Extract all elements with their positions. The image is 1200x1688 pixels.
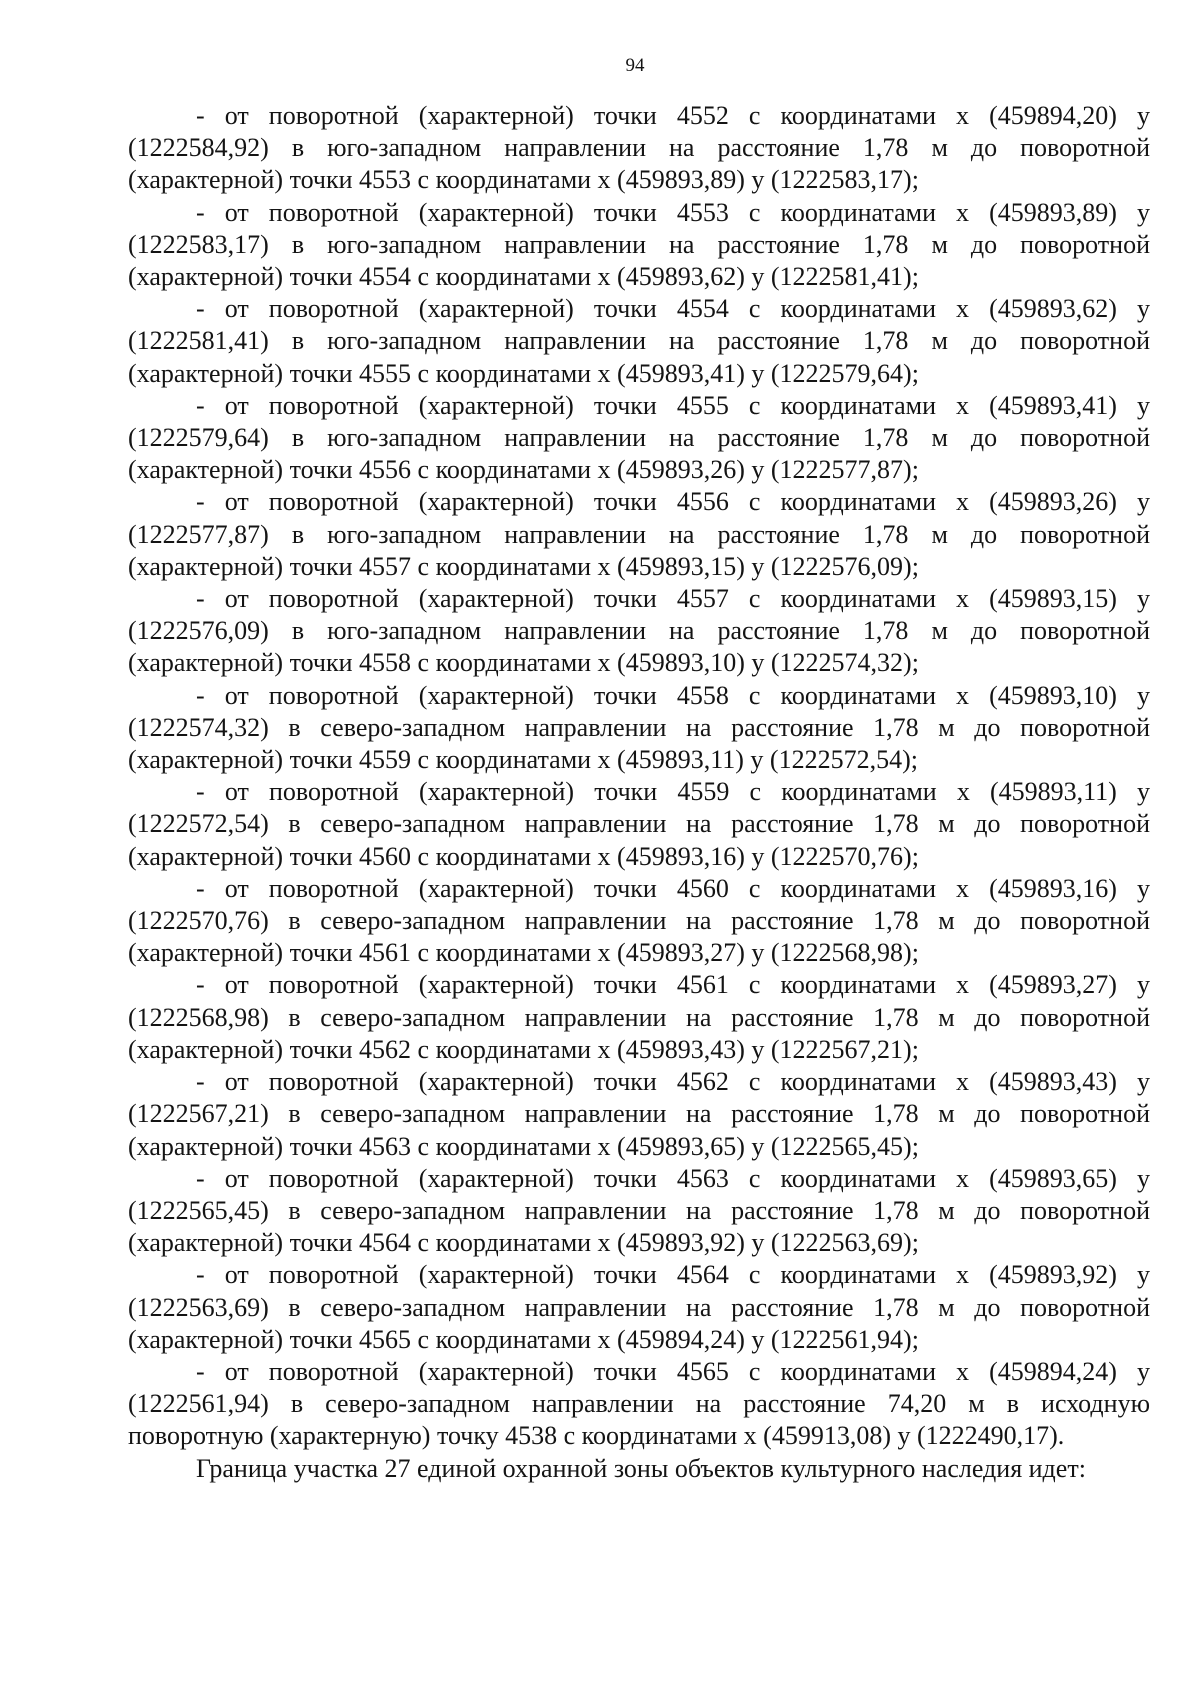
page-number: 94	[625, 55, 645, 76]
paragraph-boundary-section-27: Граница участка 27 единой охранной зоны объектов культурного наследия идет:	[196, 1453, 1086, 1483]
document-body	[128, 100, 1150, 1485]
paragraph-point-4560: - от поворотной (характерной) точки 4560 с координатами х (459893,16) у (1222570,76) в северо-западном направлении на расстояние 1,78 м до поворотной (характерной) точки 4561 с координатами х (459893,27) у (1222568,98);	[128, 873, 1150, 968]
paragraph-point-4558: - от поворотной (характерной) точки 4558 с координатами х (459893,10) у (1222574,32) в северо-западном направлении на расстояние 1,78 м до поворотной (характерной) точки 4559 с координатами х (459893,11) у (1222572,54);	[128, 680, 1150, 775]
paragraph-point-4565: - от поворотной (характерной) точки 4565 с координатами х (459894,24) у (1222561,94) в северо-западном направлении на расстояние 74,20 м в исходную поворотную (характерную) точку 4538 с координатами х (459913,08) у (1222490,17).	[128, 1356, 1150, 1451]
paragraph-point-4562: - от поворотной (характерной) точки 4562 с координатами х (459893,43) у (1222567,21) в северо-западном направлении на расстояние 1,78 м до поворотной (характерной) точки 4563 с координатами х (459893,65) у (1222565,45);	[128, 1067, 1150, 1161]
paragraph-point-4555: - от поворотной (характерной) точки 4555 с координатами х (459893,41) у (1222579,64) в юго-западном направлении на расстояние 1,78 м до поворотной (характерной) точки 4556 с координатами х (459893,26) у (1222577,87);	[128, 390, 1150, 485]
paragraph-point-4556: - от поворотной (характерной) точки 4556 с координатами х (459893,26) у (1222577,87) в юго-западном направлении на расстояние 1,78 м до поворотной (характерной) точки 4557 с координатами х (459893,15) у (1222576,09);	[128, 487, 1150, 581]
paragraph-point-4554: - от поворотной (характерной) точки 4554 с координатами х (459893,62) у (1222581,41) в юго-западном направлении на расстояние 1,78 м до поворотной (характерной) точки 4555 с координатами х (459893,41) у (1222579,64);	[128, 294, 1150, 388]
paragraph-point-4553: - от поворотной (характерной) точки 4553 с координатами х (459893,89) у (1222583,17) в юго-западном направлении на расстояние 1,78 м до поворотной (характерной) точки 4554 с координатами х (459893,62) у (1222581,41);	[128, 197, 1150, 292]
paragraph-point-4563: - от поворотной (характерной) точки 4563 с координатами х (459893,65) у (1222565,45) в северо-западном направлении на расстояние 1,78 м до поворотной (характерной) точки 4564 с координатами х (459893,92) у (1222563,69);	[128, 1163, 1150, 1258]
paragraph-point-4559: - от поворотной (характерной) точки 4559 с координатами х (459893,11) у (1222572,54) в северо-западном направлении на расстояние 1,78 м до поворотной (характерной) точки 4560 с координатами х (459893,16) у (1222570,76);	[128, 777, 1150, 871]
paragraph-point-4557: - от поворотной (характерной) точки 4557 с координатами х (459893,15) у (1222576,09) в юго-западном направлении на расстояние 1,78 м до поворотной (характерной) точки 4558 с координатами х (459893,10) у (1222574,32);	[128, 584, 1150, 678]
paragraph-point-4564: - от поворотной (характерной) точки 4564 с координатами х (459893,92) у (1222563,69) в северо-западном направлении на расстояние 1,78 м до поворотной (характерной) точки 4565 с координатами х (459894,24) у (1222561,94);	[128, 1260, 1150, 1354]
paragraph-point-4561: - от поворотной (характерной) точки 4561 с координатами х (459893,27) у (1222568,98) в северо-западном направлении на расстояние 1,78 м до поворотной (характерной) точки 4562 с координатами х (459893,43) у (1222567,21);	[128, 970, 1150, 1064]
paragraph-point-4552: - от поворотной (характерной) точки 4552 с координатами х (459894,20) у (1222584,92) в юго-западном направлении на расстояние 1,78 м до поворотной (характерной) точки 4553 с координатами х (459893,89) у (1222583,17);	[128, 101, 1150, 195]
